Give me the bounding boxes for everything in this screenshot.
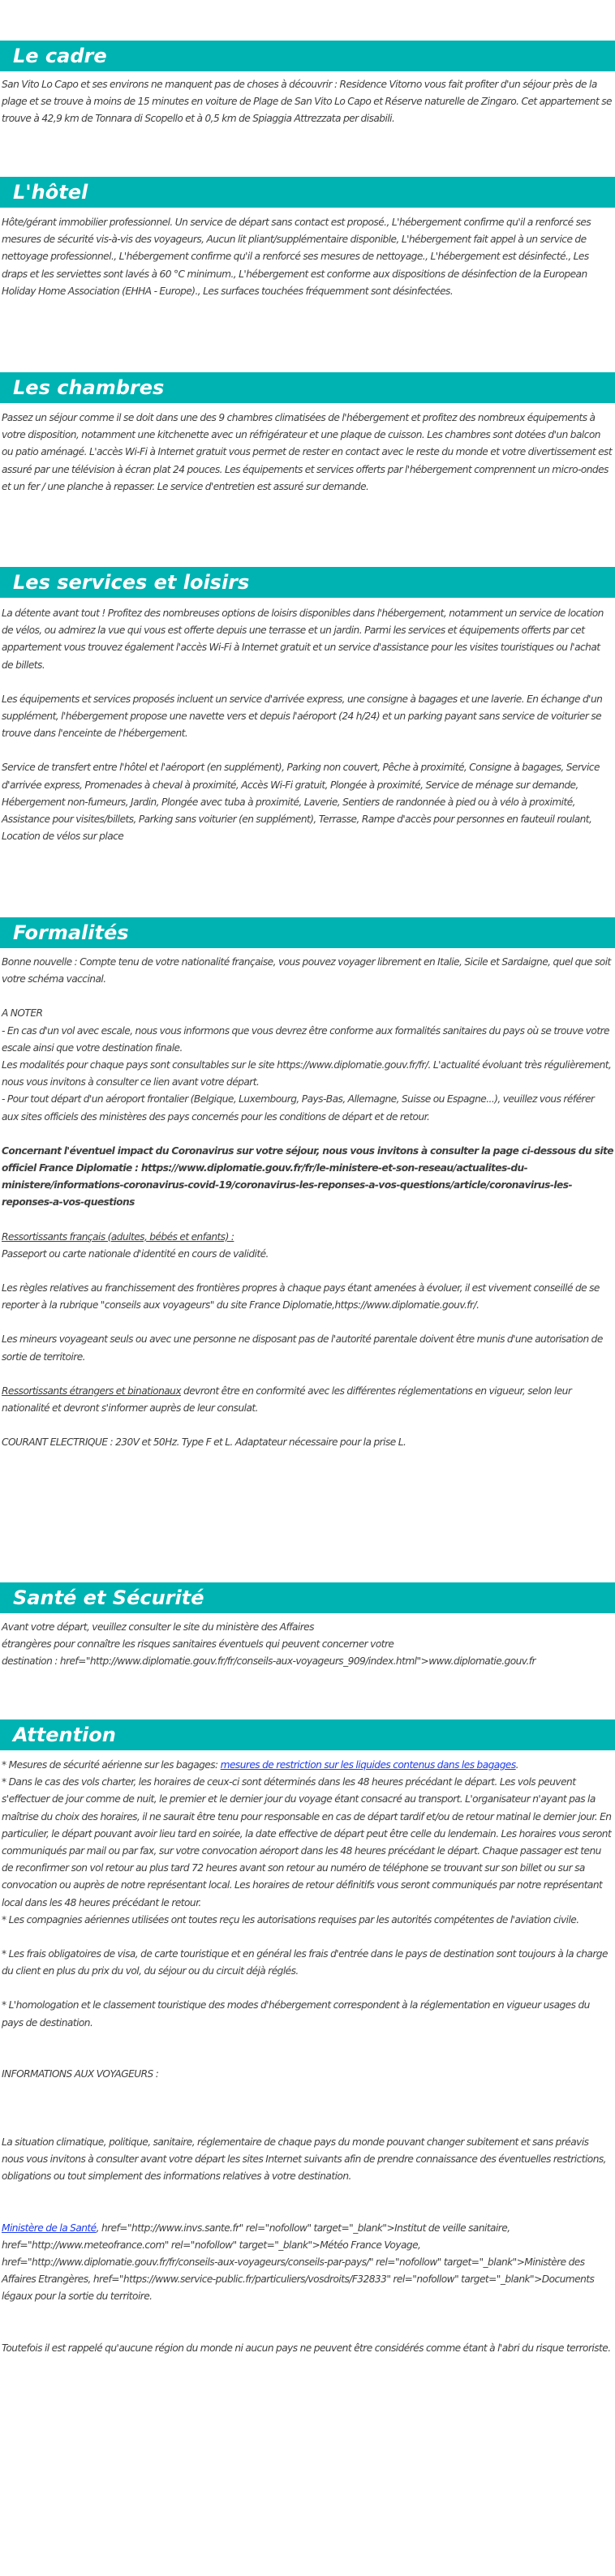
section-body-sante [0, 1619, 615, 1671]
paragraph-text: , href="http://www.invs.sante.fr" rel="nofollow" target="_blank">Institut de veille sanitaire, href="http://www.meteofrance.com" rel="nofollow" target="_blank">Météo France Voyage, href="http://www.diplomatie.gouv.fr/fr/conseils-aux-voyageurs/conseils-par-pays/" rel="nofollow" target="_blank">Ministère des Affaires Etrangères, href="https://www.service-public.fr/particuliers/vosdroits/F32833" rel="nofollow" target="_blank">Documents légaux pour la sortie du territoire. [2, 2222, 595, 2303]
paragraph [2, 1383, 613, 1417]
paragraph: Les règles relatives au franchissement des frontières propres à chaque pays étant amenées à évoluer, il est vivement conseillé de se reporter à la rubrique "conseils aux voyageurs" du site France Diplomatie,https://www.diplomatie.gouv.fr/. [2, 1282, 600, 1312]
paragraph: Toutefois il est rappelé qu'aucune région du monde ni aucun pays ne peuvent être considérés comme étant à l'abri du risque terroriste. [2, 2342, 611, 2354]
paragraph: Avant votre départ, veuillez consulter le site du ministère des Affaires [2, 1621, 314, 1633]
paragraph: Bonne nouvelle : Compte tenu de votre nationalité française, vous pouvez voyager librement en Italie, Sicile et Sardaigne, quel que soit votre schéma vaccinal. [2, 956, 611, 985]
paragraph: Hôte/gérant immobilier professionnel. Un service de départ sans contact est proposé., L'hébergement confirme qu'il a renforcé ses mesures de sécurité vis-à-vis des voyageurs, Aucun lit pliant/supplémentaire disponible, L'hébergement fait appel à un service de nettoyage professionnel., L'hébergement confirme qu'il a renforcé ses mesures de nettoyage., L'hébergement est désinfecté., Les draps et les serviettes sont lavés à 60 °C minimum., L'hébergement est conforme aux dispositions de désinfection de la European Holiday Home Association (EHHA - Europe)., Les surfaces touchées fréquemment sont désinfectées. [2, 217, 591, 297]
paragraph: Passez un séjour comme il se doit dans une des 9 chambres climatisées de l'hébergement et profitez des nombreux équipements à votre disposition, notamment une kitchenette avec un réfrigérateur et une plaque de cuisson. Les chambres sont dotées d'un balcon ou patio aménagé. L'accès Wi-Fi à Internet gratuit vous permet de rester en contact avec le reste du monde et votre divertissement est assuré par une télévision à écran plat 24 pouces. Les équipements et services offerts par l'hébergement comprennent un micro-ondes et un fer / une planche à repasser. Le service d'entretien est assuré sur demande. [2, 412, 613, 492]
ministry-health-link[interactable]: Ministère de la Santé [2, 2222, 97, 2234]
paragraph: étrangères pour connaître les risques sanitaires éventuels qui peuvent concerner votre [2, 1638, 394, 1651]
section-body-formalites [0, 954, 615, 1451]
section-body-hotel [0, 214, 615, 300]
paragraph [2, 1757, 613, 1774]
paragraph-text: . [515, 1759, 518, 1771]
paragraph: * Dans le cas des vols charter, les horaires de ceux-ci sont déterminés dans les 48 heures précédant le départ. Les vols peuvent s'effectuer de jour comme de nuit, le premier et le dernier jour du voyage étant consacré au transport. L'organisateur n'ayant pas la maîtrise du choix des horaires, il ne saurait être tenu pour responsable en cas de départ tardif et/ou de retour matinal le dernier jour. En particulier, le départ pouvant avoir lieu tard en soirée, la date effective de départ peut être celle du lendemain. Les horaires vous seront communiqués par mail ou par fax, sur votre convocation aéroport dans les 48 heures précédant le départ. Chaque passager est tenu de reconfirmer son vol retour au plus tard 72 heures avant son retour au numéro de téléphone se trouvant sur son billet ou sur sa convocation ou auprès de notre représentant local. Les horaires de retour définitifs vous seront communiqués par notre représentant local dans les 48 heures précédant le retour. [2, 1776, 612, 1908]
paragraph-text: devront être en conformité avec les différentes réglementations en vigueur, selon leur nationalité et devront s'informer auprès de leur consulat. [2, 1385, 572, 1415]
info-heading: INFORMATIONS AUX VOYAGEURS : [2, 2067, 159, 2080]
paragraph: Les modalités pour chaque pays sont consultables sur le site https://www.diplomatie.gouv.fr/fr/. L'actualité évoluant très régulièrement, nous vous invitons à consulter ce lien avant votre départ. [2, 1059, 612, 1088]
paragraph: nous vous invitons à consulter avant votre départ les sites Internet suivants afin de prendre connaissance des éventuelles restrictions, obligations ou tout simplement des informations relatives à votre destination. [2, 2153, 606, 2183]
paragraph: - En cas d'un vol avec escale, nous vous informons que vous devrez être conforme aux formalités sanitaires du pays où se trouve votre escale ainsi que votre destination finale. [2, 1024, 609, 1054]
paragraph: Passeport ou carte nationale d'identité en cours de validité. [2, 1247, 269, 1260]
section-header-formalites: Formalités [0, 917, 615, 948]
paragraph [2, 1229, 613, 1246]
paragraph: San Vito Lo Capo et ses environs ne manquent pas de choses à découvrir : Residence Vitorno vous fait profiter d'un séjour près de la plage et se trouve à moins de 15 minutes en voiture de Plage de San Vito Lo Capo et Réserve naturelle de Zingaro. Cet appartement se trouve à 42,9 km de Tonnara di Scopello et à 0,5 km de Spiaggia Attrezzata per disabili. [2, 79, 612, 125]
paragraph: La détente avant tout ! Profitez des nombreuses options de loisirs disponibles dans l'hébergement, notamment un service de location de vélos, ou admirez la vue qui vous est offerte depuis une terrasse et un jardin. Parmi les services et équipements offerts par cet appartement vous trouvez également l'accès Wi-Fi à Internet gratuit et un service d'assistance pour les visites touristiques ou l'achat de billets. [2, 608, 604, 671]
section-body-cadre [0, 76, 615, 128]
paragraph: Les mineurs voyageant seuls ou avec une personne ne disposant pas de l'autorité parentale doivent être munis d'une autorisation de sortie de territoire. [2, 1333, 603, 1363]
subheading: Ressortissants français (adultes, bébés et enfants) : [2, 1230, 234, 1243]
section-header-cadre: Le cadre [0, 41, 615, 71]
section-body-chambres [0, 410, 615, 496]
liquids-restriction-link[interactable]: mesures de restriction sur les liquides contenus dans les bagages [220, 1759, 516, 1771]
paragraph: destination : href="http://www.diplomatie.gouv.fr/fr/conseils-aux-voyageurs_909/index.html">www.diplomatie.gouv.fr [2, 1655, 535, 1668]
section-header-chambres: Les chambres [0, 372, 615, 403]
subheading: Ressortissants étrangers et binationaux [2, 1385, 182, 1397]
section-header-attention: Attention [0, 1719, 615, 1750]
paragraph: Les équipements et services proposés incluent un service d'arrivée express, une consigne à bagages et une laverie. En échange d'un supplément, l'hébergement propose une navette vers et depuis l'aéroport (24 h/24) et un parking payant sans service de voiturier se trouve dans l'enceinte de l'hébergement. [2, 693, 603, 740]
section-header-sante: Santé et Sécurité [0, 1582, 615, 1613]
section-header-services: Les services et loisirs [0, 567, 615, 598]
section-body-attention [0, 1757, 615, 2357]
paragraph: * Les compagnies aériennes utilisées ont toutes reçu les autorisations requises par les autorités compétentes de l'aviation civile. [2, 1913, 579, 1926]
paragraph: Service de transfert entre l'hôtel et l'aéroport (en supplément), Parking non couvert, Pêche à proximité, Consigne à bagages, Service d'arrivée express, Promenades à cheval à proximité, Accès Wi-Fi gratuit, Plongée à proximité, Service de ménage sur demande, Hébergement non-fumeurs, Jardin, Plongée avec tuba à proximité, Laverie, Sentiers de randonnée à pied ou à vélo à proximité, Assistance pour visites/billets, Parking sans voiturier (en supplément), Terrasse, Rampe d'accès pour personnes en fauteuil roulant, Location de vélos sur place [2, 762, 600, 843]
paragraph: * Les frais obligatoires de visa, de carte touristique et en général les frais d'entrée dans le pays de destination sont toujours à la charge du client en plus du prix du vol, du séjour ou du circuit déjà réglés. [2, 1948, 608, 1977]
section-header-hotel: L'hôtel [0, 177, 615, 208]
note-heading: A NOTER [2, 1007, 43, 1020]
paragraph: * L'homologation et le classement touristique des modes d'hébergement correspondent à la réglementation en vigueur usages du pays de destination. [2, 1999, 590, 2029]
paragraph: La situation climatique, politique, sanitaire, réglementaire de chaque pays du monde pouvant changer subitement et sans préavis [2, 2136, 589, 2149]
section-body-services [0, 605, 615, 845]
paragraph-text: * Mesures de sécurité aérienne sur les bagages: [2, 1759, 221, 1771]
paragraph: - Pour tout départ d'un aéroport frontalier (Belgique, Luxembourg, Pays-Bas, Allemagne, Suisse ou Espagne...), veuillez vous référer aux sites officiels des ministères des pays concernés pour les conditions de départ et de retour. [2, 1093, 595, 1123]
coronavirus-notice: Concernant l'éventuel impact du Coronavirus sur votre séjour, nous vous invitons à consulter la page ci-dessous du site officiel France Diplomatie : https://www.diplomatie.gouv.fr/fr/le-ministere-et-son-reseau/actualites-du-ministere/informations-coronavirus-covid-19/coronavirus-les-reponses-a-vos-questions/article/coronavirus-les-reponses-a-vos-questions [2, 1144, 613, 1209]
electrical-info: COURANT ELECTRIQUE : 230V et 50Hz. Type F et L. Adaptateur nécessaire pour la prise L. [2, 1436, 406, 1449]
paragraph [2, 2220, 613, 2306]
